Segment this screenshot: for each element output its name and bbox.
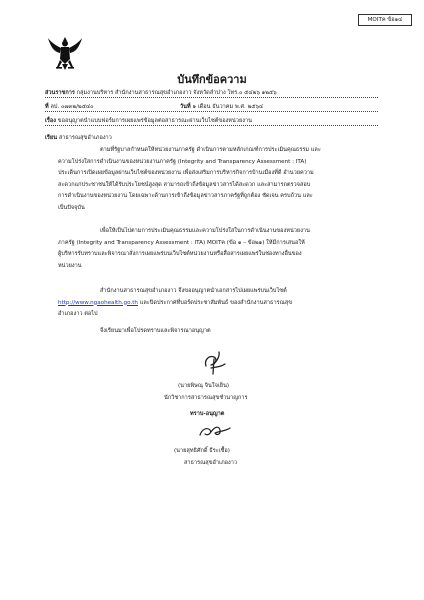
paragraph-line	[58, 298, 380, 310]
signer-1-title: นักวิชาการสาธารณสุขชำนาญการ	[164, 395, 248, 401]
website-link[interactable]: http://www.ngaohealth.go.th	[58, 299, 138, 306]
subject-value: ขออนุญาตนำแบบฟอร์มการเผยแพร่ข้อมูลต่อสาธารณะผ่านเว็บไซต์ของหน่วยงาน	[57, 118, 252, 124]
paragraph-line: ความโปร่งใสการดำเนินงานของหน่วยงานภาครัฐ (Integrity and Transparency Assessment : ITA)	[58, 158, 307, 165]
paragraph-line: สะดวกแก่ประชาชนให้ได้รับประโยชน์สูงสุด สามารถเข้าถึงข้อมูลข่าวสารได้สะดวก และสามารถตรวจสอบ	[58, 181, 311, 188]
paragraph-line: ตามที่รัฐบาลกำหนดให้หน่วยงานภาครัฐ ดำเนินการตามหลักเกณฑ์การประเมินคุณธรรม และ	[100, 147, 321, 153]
paragraph-line: เพื่อให้เป็นไปตามการประเมินคุณธรรมและความโปร่งใสในการดำเนินงานของหน่วยงาน	[100, 228, 310, 234]
paragraph-line: การดำเนินงานของหน่วยงาน โดยเฉพาะด้านการเข้าถึงข้อมูลข่าวสารภาครัฐที่ถูกต้อง ชัดเจน ครบถ้วน และ	[58, 193, 313, 199]
paragraph-line: อำเภองาว ต่อไป	[58, 311, 98, 317]
paragraph-3	[58, 286, 380, 321]
department-line	[45, 89, 277, 97]
paragraph-line: สำนักงานสาธารณสุขอำเภองาว จึงขออนุญาตนำเอกสารไปเผยแพร่บนเว็บไซต์	[100, 288, 287, 294]
date-label: วันที่	[180, 104, 191, 110]
salutation-label: เรียน	[45, 135, 58, 141]
signer-2-title: สาธารณสุขอำเภองาว	[184, 460, 238, 466]
signature-2-image	[196, 422, 234, 442]
paragraph-line: ภาครัฐ (Integrity and Transparency Assessment : ITA) MOITค (ข้อ ๑ – ข้อ๒๑) ให้มีการเสนอให้	[58, 239, 305, 246]
reference-label: ที่	[45, 104, 49, 110]
signer-1-name: (นายพิษณุ จินใจเย็น)	[178, 383, 230, 389]
subject-label: เรื่อง	[45, 118, 57, 124]
date-line	[180, 103, 263, 111]
garuda-emblem-icon	[46, 34, 84, 74]
date-value: ๑ เดือน ธันวาคม พ.ศ. ๒๕๖๔	[192, 104, 264, 110]
signature-1-image	[200, 350, 230, 376]
department-value: กลุ่มงานบริหาร สำนักงานสาธารณสุขอำเภองาว จังหวัดลำปาง โทร.๐ ๕๔๒๖ ๑๒๕๖	[76, 90, 277, 96]
divider	[45, 97, 378, 98]
signer-2-name: (นายสุทธิศักดิ์ ธีระเชื้อ)	[174, 448, 230, 454]
department-label: ส่วนราชการ	[45, 90, 75, 96]
paragraph-text: และปิดประกาศที่บอร์ดประชาสัมพันธ์ ของสำนักงานสาธารณสุข	[137, 299, 293, 306]
reference-line	[45, 103, 94, 111]
salutation	[45, 134, 112, 142]
paragraph-2	[58, 226, 380, 272]
document-code-box: MOITค ข้อ๑๔	[358, 14, 412, 26]
closing-line: จึงเรียนมาเพื่อโปรดทราบและพิจารณาอนุญาต	[100, 328, 211, 334]
paragraph-line: หน่วยงาน	[58, 262, 82, 269]
salutation-value: สาธารณสุขอำเภองาว	[58, 135, 112, 141]
divider	[45, 125, 378, 126]
reference-value: ลป. ๐๗๓๒/๒๕๔๐	[50, 104, 94, 110]
paragraph-line: ประเด็นการเปิดเผยข้อมูลผ่านเว็บไซต์ของหน่วยงาน เพื่อส่งเสริมการบริหารกิจการบ้านเมืองที่ดี อำนวยความ	[58, 170, 314, 176]
page-title: บันทึกข้อความ	[177, 73, 247, 86]
paragraph-1	[58, 145, 380, 214]
divider	[45, 111, 378, 112]
paragraph-line: ผู้บริหารรับทราบและพิจารณาสั่งการเผยแพร่บนเว็บไซต์หน่วยงานหรือสื่อสารเผยแพร่ในช่องทางอื่นของ	[58, 251, 302, 257]
subject-line	[45, 117, 252, 125]
approval-text: ทราบ-อนุญาต	[190, 411, 225, 417]
paragraph-line: เป็นปัจจุบัน	[58, 204, 85, 211]
